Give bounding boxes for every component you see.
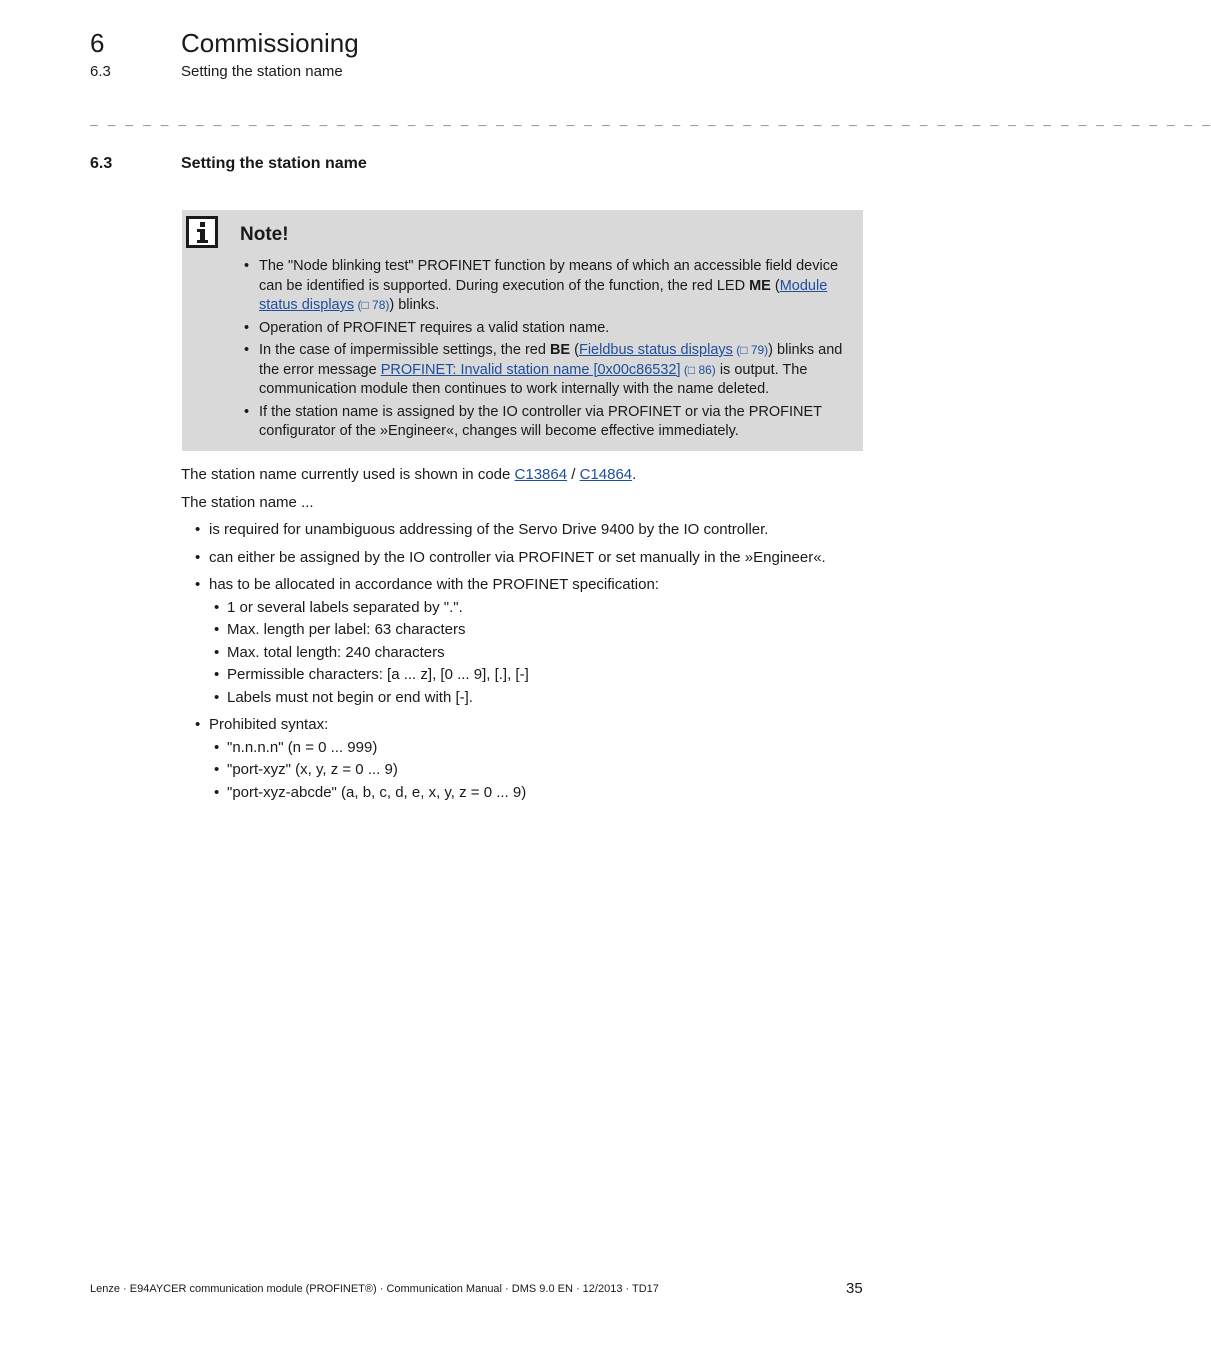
note-item: • In the case of impermissible settings, the red BE (Fieldbus status displays (□ 79)) blinks and the error message PROFINET: Invalid station name [0x00c86532] (□ 86) is output. The communication module then continues to work internally with the name deleted.	[244, 341, 848, 400]
info-icon	[186, 216, 218, 248]
code-paragraph: The station name currently used is shown in code C13864 / C14864.	[181, 466, 637, 483]
list-item: • can either be assigned by the IO controller via PROFINET or set manually in the »Engineer«.	[195, 547, 855, 570]
sublist-item: • Max. length per label: 63 characters	[209, 619, 855, 642]
note-title: Note!	[240, 224, 289, 245]
chapter-title: Commissioning	[181, 28, 359, 58]
intro-paragraph: The station name ...	[181, 494, 314, 511]
note-list	[244, 257, 848, 445]
sublist-item: • "port-xyz" (x, y, z = 0 ... 9)	[209, 759, 855, 782]
note-box	[182, 210, 863, 451]
header-section-number: 6.3	[90, 63, 111, 80]
page-reference[interactable]: (□ 78)	[354, 298, 390, 312]
sublist-item: • "n.n.n.n" (n = 0 ... 999)	[209, 737, 855, 760]
page-reference[interactable]: (□ 79)	[732, 343, 769, 357]
station-name-list	[195, 519, 855, 809]
sublist-item: • Labels must not begin or end with [-].	[209, 687, 855, 710]
spec-sublist	[209, 597, 855, 710]
code-c14864-link[interactable]: C14864	[579, 466, 633, 483]
section-title: Setting the station name	[181, 155, 367, 172]
fieldbus-status-displays-link[interactable]: Fieldbus status displays	[578, 342, 733, 358]
sublist-item: • Max. total length: 240 characters	[209, 642, 855, 665]
footer-text: Lenze · E94AYCER communication module (PROFINET®) · Communication Manual · DMS 9.0 EN · 12/2013 · TD17	[90, 1283, 659, 1295]
code-c13864-link[interactable]: C13864	[514, 466, 568, 483]
led-label: BE	[549, 342, 571, 358]
module-status-displays-link[interactable]: Module status displays	[259, 277, 828, 313]
led-label: ME	[749, 277, 771, 294]
sublist-item: • "port-xyz-abcde" (a, b, c, d, e, x, y, z = 0 ... 9)	[209, 782, 855, 805]
chapter-number: 6	[90, 28, 105, 58]
invalid-station-name-link[interactable]: PROFINET: Invalid station name [0x00c86532]	[380, 361, 681, 378]
page-reference[interactable]: (□ 86)	[680, 362, 716, 377]
list-item: • has to be allocated in accordance with the PROFINET specification: • 1 or several labels separated by ".". • Max. length per label: 63 characters • Max. total length: 240 characters • Permissible characters: [a ... z], [0 ... 9], [.], [-] • Labels must not begin or end with [-].	[195, 574, 855, 709]
note-item: • If the station name is assigned by the IO controller via PROFINET or via the PROFINET configurator of the »Engineer«, changes will become effective immediately.	[244, 403, 848, 442]
page-number: 35	[846, 1280, 863, 1297]
note-item: • The "Node blinking test" PROFINET function by means of which an accessible field device can be identified is supported. During execution of the function, the red LED ME (Module status displays (□ 78)) blinks.	[244, 257, 848, 316]
sublist-item: • 1 or several labels separated by ".".	[209, 597, 855, 620]
header-divider: _ _ _ _ _ _ _ _ _ _ _ _ _ _ _ _ _ _ _ _ _ _ _ _ _ _ _ _ _ _ _ _ _ _ _ _ _ _ _ _ _ _ _ _ _ _ _ _ _ _ _ _ _ _ _ _ _ _ _ _ _ _ _ _	[90, 112, 1211, 127]
note-item: • Operation of PROFINET requires a valid station name.	[244, 319, 848, 339]
header-section-title: Setting the station name	[181, 63, 343, 80]
list-item: • is required for unambiguous addressing of the Servo Drive 9400 by the IO controller.	[195, 519, 855, 542]
sublist-item: • Permissible characters: [a ... z], [0 ... 9], [.], [-]	[209, 664, 855, 687]
list-item: • Prohibited syntax: • "n.n.n.n" (n = 0 ... 999) • "port-xyz" (x, y, z = 0 ... 9) • "port-xyz-abcde" (a, b, c, d, e, x, y, z = 0 ... 9)	[195, 714, 855, 804]
prohibited-sublist	[209, 737, 855, 805]
section-number: 6.3	[90, 155, 113, 172]
